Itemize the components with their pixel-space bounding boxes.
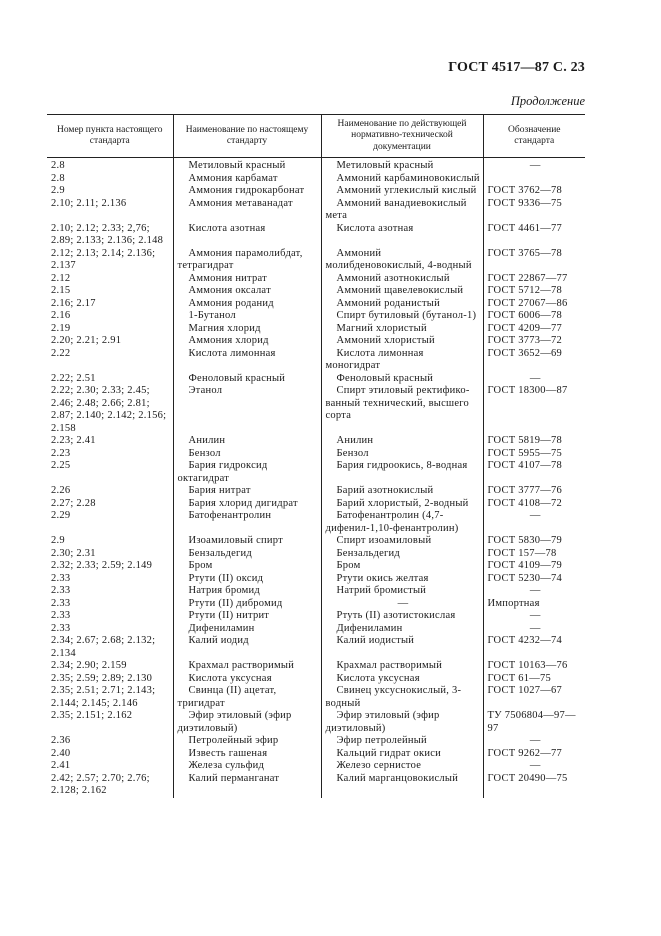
cell-standard-designation: — [483, 585, 585, 598]
cell-standard-designation: ГОСТ 20490—75 [483, 773, 585, 798]
cell-name-current-doc: Аммоний азотнокислый [321, 273, 483, 286]
col-header-clause-number: Номер пункта настоящего стандарта [47, 115, 173, 158]
table-row [47, 560, 585, 573]
cell-name-current-doc: Барий хлористый, 2-водный [321, 498, 483, 511]
cell-name-standard: Аммония метаванадат [173, 198, 321, 223]
cell-name-current-doc: Спирт бутиловый (бутанол-1) [321, 310, 483, 323]
cell-name-standard: Ртути (II) нитрит [173, 610, 321, 623]
cell-clause-number: 2.33 [51, 597, 71, 609]
cell-clause-number: 2.32; 2.33; 2.59; 2.149 [51, 560, 153, 571]
table-row [47, 185, 585, 198]
cell-standard-designation: — [483, 735, 585, 748]
cell-name-standard: Натрия бромид [173, 585, 321, 598]
cell-name-standard: Аммония карбамат [173, 173, 321, 186]
cell-standard-designation: ГОСТ 6006—78 [483, 310, 585, 323]
cell-name-standard: Ртути (II) оксид [173, 573, 321, 586]
cell-standard-designation: ГОСТ 5230—74 [483, 573, 585, 586]
cell-standard-designation: ГОСТ 157—78 [483, 548, 585, 561]
cell-name-current-doc: Кальций гидрат окиси [321, 748, 483, 761]
cell-clause-number: 2.33 [51, 610, 71, 621]
page-header: ГОСТ 4517—87 С. 23 [448, 60, 585, 75]
cell-clause-number: 2.10; 2.12; 2.33; 2,76; 2.89; 2.133; 2.136; 2.148 [51, 222, 164, 246]
cell-name-current-doc: Свинец уксуснокислый, 3-водный [321, 685, 483, 710]
cell-name-standard: Петролейный эфир [173, 735, 321, 748]
cell-standard-designation: — [483, 510, 585, 535]
cell-name-current-doc: Аммоний молибденовокислый, 4-водный [321, 248, 483, 273]
table-row [47, 298, 585, 311]
cell-name-standard: Известь гашеная [173, 748, 321, 761]
cell-clause-number: 2.33 [51, 572, 71, 584]
cell-name-current-doc: Калий иодистый [321, 635, 483, 660]
cell-standard-designation: ТУ 7506804—97—97 [483, 710, 585, 735]
cell-clause-number: 2.34; 2.90; 2.159 [51, 660, 127, 671]
table-row [47, 335, 585, 348]
cell-standard-designation: ГОСТ 1027—67 [483, 685, 585, 710]
cell-clause-number: 2.10; 2.11; 2.136 [51, 197, 127, 209]
cell-name-standard: Аммония гидрокарбонат [173, 185, 321, 198]
table-row [47, 485, 585, 498]
table-row [47, 348, 585, 373]
cell-standard-designation: ГОСТ 9336—75 [483, 198, 585, 223]
cell-clause-number: 2.26 [51, 485, 71, 496]
table-row [47, 573, 585, 586]
cell-name-standard: Бария гидроксид октагидрат [173, 460, 321, 485]
cell-name-current-doc: Спирт этиловый ректифико-ванный технический, высшего сорта [321, 385, 483, 435]
cell-name-current-doc: Кислота уксусная [321, 673, 483, 686]
cell-clause-number: 2.23; 2.41 [51, 435, 96, 446]
table-row [47, 635, 585, 660]
cell-name-current-doc: Бензол [321, 448, 483, 461]
cell-clause-number: 2.9 [51, 185, 65, 196]
table-row [47, 710, 585, 735]
cell-standard-designation: ГОСТ 5955—75 [483, 448, 585, 461]
cell-clause-number: 2.8 [51, 172, 65, 184]
cell-name-current-doc: Аммоний роданистый [321, 298, 483, 311]
cell-clause-number: 2.41 [51, 760, 71, 771]
table-row [47, 448, 585, 461]
table-row [47, 198, 585, 223]
cell-name-current-doc: Аммоний ванадиевокислый мета [321, 198, 483, 223]
table-row [47, 273, 585, 286]
cell-name-current-doc: Эфир этиловый (эфир диэтиловый) [321, 710, 483, 735]
table-row [47, 310, 585, 323]
cell-standard-designation: Импортная [483, 598, 585, 611]
cell-clause-number: 2.30; 2.31 [51, 547, 96, 559]
table-row [47, 773, 585, 798]
cell-standard-designation: ГОСТ 3762—78 [483, 185, 585, 198]
cell-name-standard: Бром [173, 560, 321, 573]
cell-name-standard: Аммония оксалат [173, 285, 321, 298]
table-row [47, 548, 585, 561]
cell-name-standard: Кислота азотная [173, 223, 321, 248]
cell-name-current-doc: Спирт изоамиловый [321, 535, 483, 548]
cell-name-current-doc: Бром [321, 560, 483, 573]
cell-clause-number: 2.16; 2.17 [51, 297, 96, 309]
cell-name-current-doc: Барий азотнокислый [321, 485, 483, 498]
cell-name-standard: Феноловый красный [173, 373, 321, 386]
cell-standard-designation: — [483, 373, 585, 386]
cell-name-current-doc: Ртути окись желтая [321, 573, 483, 586]
cell-clause-number: 2.33 [51, 585, 71, 596]
table-row [47, 598, 585, 611]
cell-standard-designation [483, 173, 585, 186]
cell-standard-designation: ГОСТ 9262—77 [483, 748, 585, 761]
cell-name-standard: Крахмал растворимый [173, 660, 321, 673]
cell-name-standard: Батофенантролин [173, 510, 321, 535]
cell-name-current-doc: Магний хлористый [321, 323, 483, 336]
cell-name-current-doc: Анилин [321, 435, 483, 448]
cell-standard-designation: — [483, 623, 585, 636]
cell-standard-designation: ГОСТ 4209—77 [483, 323, 585, 336]
table-row [47, 510, 585, 535]
table-row [47, 498, 585, 511]
cell-standard-designation: ГОСТ 4108—72 [483, 498, 585, 511]
cell-standard-designation: ГОСТ 3652—69 [483, 348, 585, 373]
cell-clause-number: 2.22 [51, 347, 71, 359]
cell-clause-number: 2.40 [51, 747, 71, 759]
table-row [47, 435, 585, 448]
reagents-table [47, 114, 585, 798]
table-row [47, 623, 585, 636]
cell-clause-number: 2.42; 2.57; 2.70; 2.76; 2.128; 2.162 [51, 772, 150, 796]
cell-clause-number: 2.35; 2.151; 2.162 [51, 710, 133, 721]
cell-clause-number: 2.12; 2.13; 2.14; 2.136; 2.137 [51, 247, 156, 271]
cell-standard-designation: ГОСТ 4232—74 [483, 635, 585, 660]
table-row [47, 460, 585, 485]
cell-name-current-doc: Кислота азотная [321, 223, 483, 248]
table-row [47, 535, 585, 548]
cell-standard-designation: ГОСТ 4461—77 [483, 223, 585, 248]
table-row [47, 735, 585, 748]
table-row [47, 673, 585, 686]
cell-clause-number: 2.35; 2.51; 2.71; 2.143; 2.144; 2.145; 2.146 [51, 685, 156, 709]
cell-name-standard: Кислота уксусная [173, 673, 321, 686]
cell-standard-designation: ГОСТ 5830—79 [483, 535, 585, 548]
cell-standard-designation: ГОСТ 5712—78 [483, 285, 585, 298]
cell-name-standard: Дифениламин [173, 623, 321, 636]
cell-name-standard: Эфир этиловый (эфир диэтиловый) [173, 710, 321, 735]
cell-name-current-doc: Аммоний щавелевокислый [321, 285, 483, 298]
cell-name-current-doc: Калий марганцовокислый [321, 773, 483, 798]
cell-standard-designation: — [483, 760, 585, 773]
cell-name-standard: Аммония хлорид [173, 335, 321, 348]
cell-standard-designation: ГОСТ 4107—78 [483, 460, 585, 485]
table-row [47, 685, 585, 710]
cell-clause-number: 2.8 [51, 160, 65, 171]
cell-standard-designation: ГОСТ 3777—76 [483, 485, 585, 498]
cell-name-current-doc: Аммоний хлористый [321, 335, 483, 348]
cell-name-current-doc: Эфир петролейный [321, 735, 483, 748]
table-row [47, 323, 585, 336]
cell-clause-number: 2.33 [51, 622, 71, 634]
cell-name-current-doc: Крахмал растворимый [321, 660, 483, 673]
cell-clause-number: 2.19 [51, 322, 71, 334]
cell-name-current-doc: Батофенантролин (4,7-дифенил-1,10-фенантролин) [321, 510, 483, 535]
cell-clause-number: 2.9 [51, 535, 65, 546]
cell-name-current-doc: Аммоний углекислый кислый [321, 185, 483, 198]
cell-standard-designation: ГОСТ 22867—77 [483, 273, 585, 286]
cell-name-current-doc: Феноловый красный [321, 373, 483, 386]
cell-standard-designation: ГОСТ 27067—86 [483, 298, 585, 311]
cell-name-standard: Бензальдегид [173, 548, 321, 561]
cell-standard-designation: ГОСТ 3765—78 [483, 248, 585, 273]
table-row [47, 373, 585, 386]
cell-name-standard: Анилин [173, 435, 321, 448]
col-header-name-current-doc: Наименование по действующей нормативно-технической документации [321, 115, 483, 158]
table-row [47, 585, 585, 598]
cell-name-current-doc: Дифениламин [321, 623, 483, 636]
table-row [47, 223, 585, 248]
table-row [47, 248, 585, 273]
table-row [47, 173, 585, 186]
col-header-standard-designation: Обозначение стандарта [483, 115, 585, 158]
cell-name-standard: Изоамиловый спирт [173, 535, 321, 548]
cell-name-standard: Метиловый красный [173, 158, 321, 173]
cell-name-standard: Аммония нитрат [173, 273, 321, 286]
cell-standard-designation: — [483, 158, 585, 173]
cell-name-standard: Железа сульфид [173, 760, 321, 773]
table-row [47, 748, 585, 761]
cell-clause-number: 2.20; 2.21; 2.91 [51, 335, 122, 346]
cell-name-standard: Магния хлорид [173, 323, 321, 336]
cell-clause-number: 2.25 [51, 460, 71, 471]
cell-name-current-doc: Кислота лимонная моногидрат [321, 348, 483, 373]
table-header-row [47, 115, 585, 158]
cell-clause-number: 2.27; 2.28 [51, 497, 96, 509]
cell-name-current-doc: Бензальдегид [321, 548, 483, 561]
cell-name-standard: Кислота лимонная [173, 348, 321, 373]
cell-standard-designation: — [483, 610, 585, 623]
table-row [47, 660, 585, 673]
cell-name-standard: Ртути (II) дибромид [173, 598, 321, 611]
table-row [47, 760, 585, 773]
cell-name-standard: Бария хлорид дигидрат [173, 498, 321, 511]
cell-name-standard: 1-Бутанол [173, 310, 321, 323]
cell-standard-designation: ГОСТ 4109—79 [483, 560, 585, 573]
cell-name-current-doc: Ртуть (II) азотистокислая [321, 610, 483, 623]
cell-name-standard: Аммония парамолибдат, тетрагидрат [173, 248, 321, 273]
cell-clause-number: 2.22; 2.51 [51, 372, 96, 384]
cell-name-current-doc: Железо сернистое [321, 760, 483, 773]
cell-name-standard: Калий иодид [173, 635, 321, 660]
cell-name-standard: Бария нитрат [173, 485, 321, 498]
cell-clause-number: 2.29 [51, 510, 71, 521]
cell-name-current-doc: — [321, 598, 483, 611]
cell-clause-number: 2.22; 2.30; 2.33; 2.45; 2.46; 2.48; 2.66; 2.81; 2.87; 2.140; 2.142; 2.156; 2.158 [51, 385, 167, 434]
cell-name-current-doc: Метиловый красный [321, 158, 483, 173]
cell-clause-number: 2.36 [51, 735, 71, 746]
cell-name-standard: Этанол [173, 385, 321, 435]
cell-name-current-doc: Аммоний карбаминовокислый [321, 173, 483, 186]
cell-standard-designation: ГОСТ 3773—72 [483, 335, 585, 348]
table-row [47, 285, 585, 298]
col-header-name-standard: Наименование по настоящему стандарту [173, 115, 321, 158]
cell-name-standard: Калий перманганат [173, 773, 321, 798]
table-row [47, 385, 585, 435]
cell-standard-designation: ГОСТ 18300—87 [483, 385, 585, 435]
cell-name-current-doc: Бария гидроокись, 8-водная [321, 460, 483, 485]
cell-standard-designation: ГОСТ 10163—76 [483, 660, 585, 673]
cell-name-current-doc: Натрий бромистый [321, 585, 483, 598]
cell-clause-number: 2.15 [51, 285, 71, 296]
cell-name-standard: Аммония роданид [173, 298, 321, 311]
continuation-note: Продолжение [510, 94, 585, 108]
cell-clause-number: 2.23 [51, 447, 71, 459]
table-row [47, 610, 585, 623]
cell-clause-number: 2.16 [51, 310, 71, 321]
table-row [47, 158, 585, 173]
cell-standard-designation: ГОСТ 61—75 [483, 673, 585, 686]
cell-name-standard: Свинца (II) ацетат, тригидрат [173, 685, 321, 710]
cell-standard-designation: ГОСТ 5819—78 [483, 435, 585, 448]
cell-name-standard: Бензол [173, 448, 321, 461]
cell-clause-number: 2.34; 2.67; 2.68; 2.132; 2.134 [51, 635, 156, 659]
cell-clause-number: 2.35; 2.59; 2.89; 2.130 [51, 672, 153, 684]
cell-clause-number: 2.12 [51, 272, 71, 284]
